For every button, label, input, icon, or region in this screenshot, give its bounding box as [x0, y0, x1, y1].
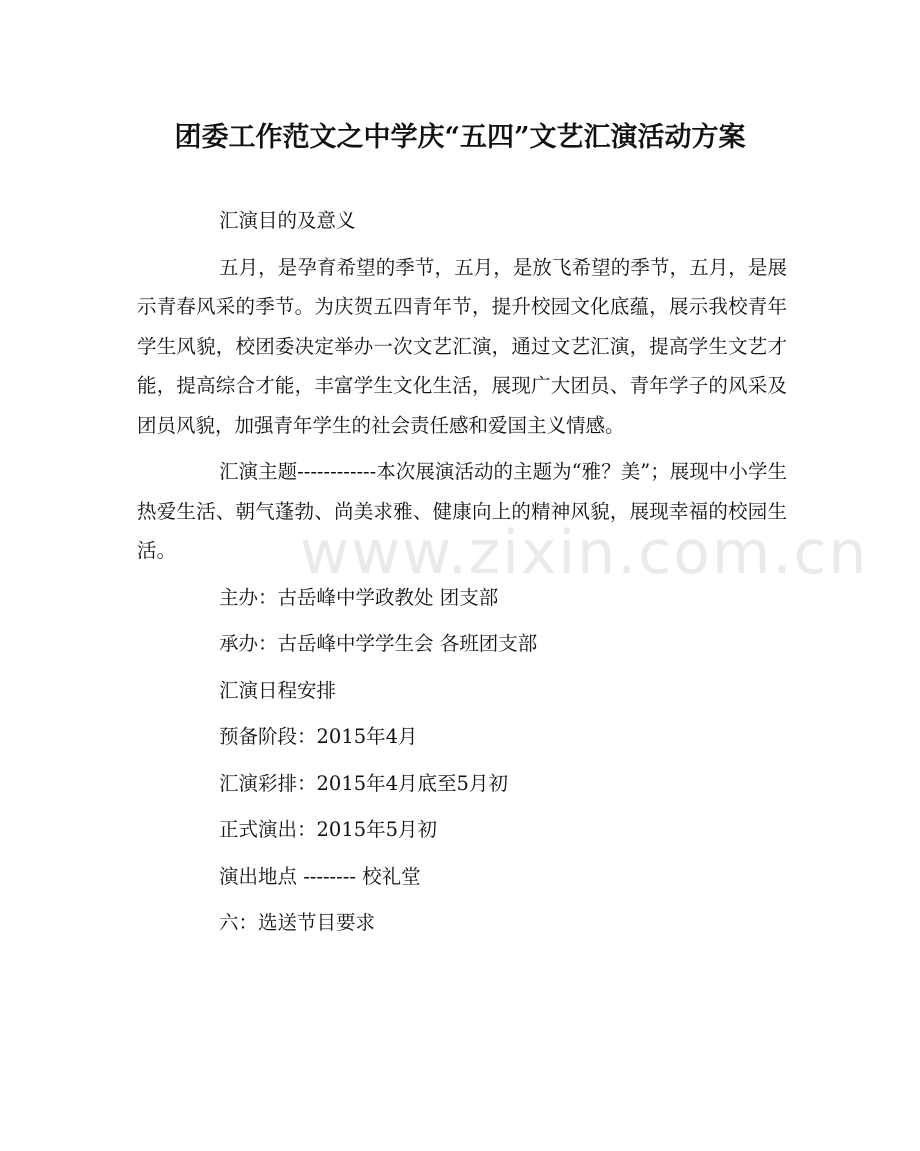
- section-heading-purpose: 汇演目的及意义: [219, 209, 356, 232]
- schedule-preparation: 预备阶段：2015年4月: [219, 725, 418, 748]
- document-title: 团委工作范文之中学庆“五四”文艺汇演活动方案: [174, 122, 746, 153]
- section-heading-schedule: 汇演日程安排: [219, 678, 337, 702]
- schedule-performance: 正式演出：2015年5月初: [219, 818, 438, 841]
- paragraph-purpose: 五月，是孕育希望的季节，五月，是放飞希望的季节，五月，是展示青春风采的季节。为庆贺五四青年节，提升校园文化底蕴，展示我校青年学生风貌，校团委决定举办一次文艺汇演，通过文艺汇演，提高学生文艺才能，提高综合才能，丰富学生文化生活，展现广大团员、青年学子的风采及团员风貌，加强青年学生的社会责任感和爱国主义情感。: [137, 255, 787, 437]
- paragraph-venue: 演出地点 -------- 校礼堂: [219, 864, 421, 888]
- watermark: www.zixin.com.cn: [300, 518, 869, 588]
- schedule-rehearsal: 汇演彩排：2015年4月底至5月初: [219, 771, 508, 795]
- section-heading-requirements: 六：选送节目要求: [219, 911, 376, 934]
- paragraph-co-organizer: 承办：古岳峰中学学生会 各班团支部: [219, 632, 538, 655]
- paragraph-theme: 汇演主题------------本次展演活动的主题为“雅？美”；展现中小学生热爱生活、朝气蓬勃、尚美求雅、健康向上的精神风貌，展现幸福的校园生活。: [137, 460, 787, 562]
- document-body: [137, 201, 787, 950]
- paragraph-organizer: 主办：古岳峰中学政教处 团支部: [219, 585, 499, 609]
